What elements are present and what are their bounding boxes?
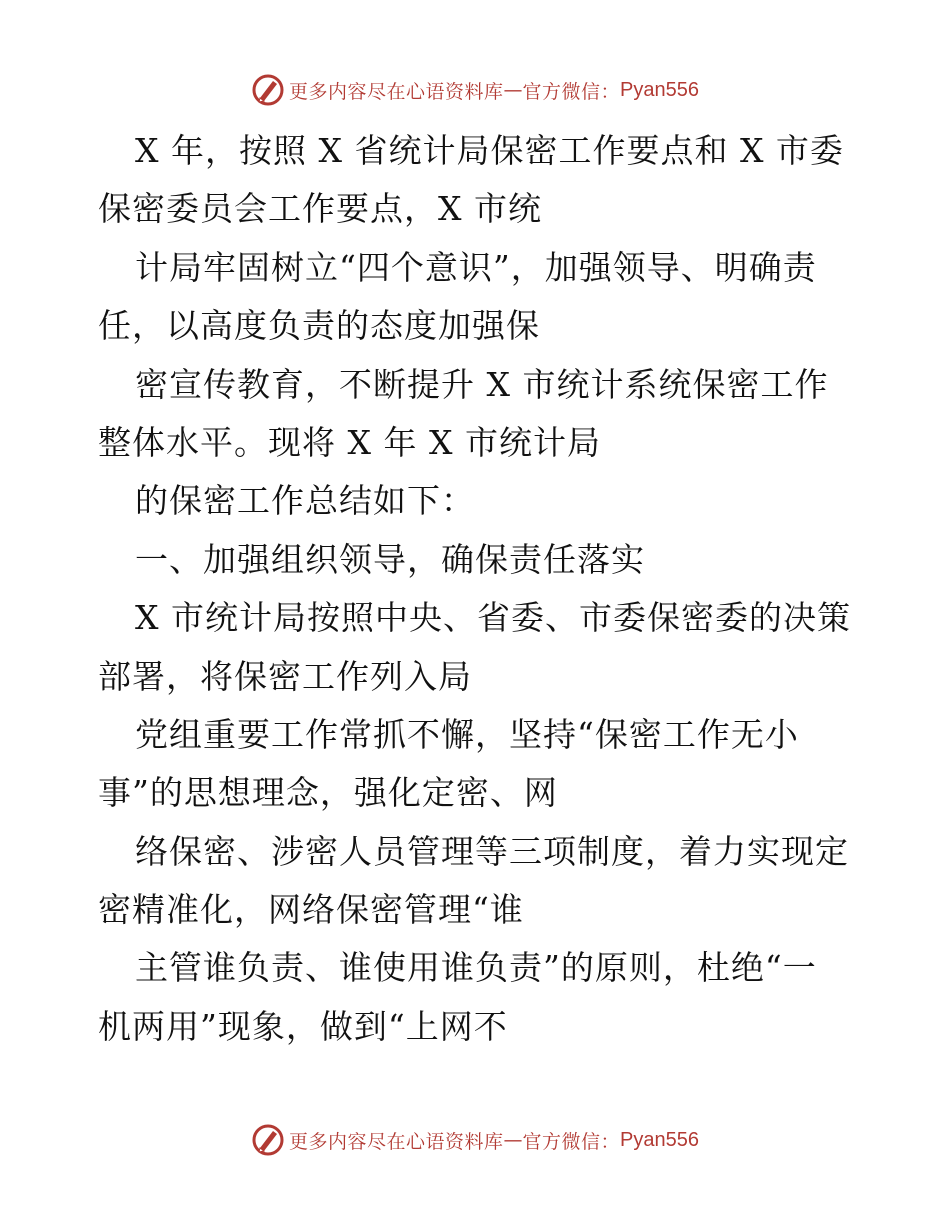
pen-circle-logo-icon (251, 73, 285, 107)
footer-banner (0, 1120, 950, 1160)
banner-label: 官方微信： (522, 80, 621, 103)
pen-circle-logo-icon (251, 1123, 285, 1157)
paragraph-line: 任，以高度负责的态度加强保 (98, 306, 540, 346)
paragraph-line: 络保密、涉密人员管理等三项制度，着力实现定 (135, 831, 849, 871)
banner-text: 更多内容尽在心语资料库 (289, 80, 504, 103)
paragraph-line: 主管谁负责、谁使用谁负责”的原则，杜绝“一 (135, 948, 817, 988)
header-banner (0, 70, 950, 110)
paragraph-line: X 市统计局按照中央、省委、市委保密委的决策 (135, 598, 851, 638)
paragraph-line: 部署，将保密工作列入局 (98, 656, 472, 696)
paragraph-line: 事”的思想理念，强化定密、网 (98, 773, 558, 813)
paragraph-line: 密宣传教育，不断提升 X 市统计系统保密工作 (135, 364, 829, 404)
paragraph-line: 的保密工作总结如下： (135, 481, 475, 521)
paragraph-line: 整体水平。现将 X 年 X 市统计局 (98, 422, 601, 462)
paragraph-line: 密精准化，网络保密管理“谁 (98, 890, 524, 930)
document-body (98, 122, 858, 1056)
paragraph-line: 保密委员会工作要点，X 市统 (98, 189, 542, 229)
banner-separator: — (503, 79, 523, 101)
banner-label: 官方微信： (522, 1130, 621, 1153)
banner-wechat-id: Pyan556 (620, 1128, 699, 1151)
banner-wechat-id: Pyan556 (620, 78, 699, 101)
paragraph-line: 党组重要工作常抓不懈，坚持“保密工作无小 (135, 714, 799, 754)
paragraph-line: 机两用”现象，做到“上网不 (98, 1006, 508, 1046)
paragraph-line: 计局牢固树立“四个意识”，加强领导、明确责 (135, 247, 817, 287)
banner-separator: — (503, 1129, 523, 1151)
paragraph-line: X 年，按照 X 省统计局保密工作要点和 X 市委 (135, 131, 844, 170)
paragraph-line: 一、加强组织领导，确保责任落实 (135, 539, 645, 579)
banner-text: 更多内容尽在心语资料库 (289, 1130, 504, 1153)
